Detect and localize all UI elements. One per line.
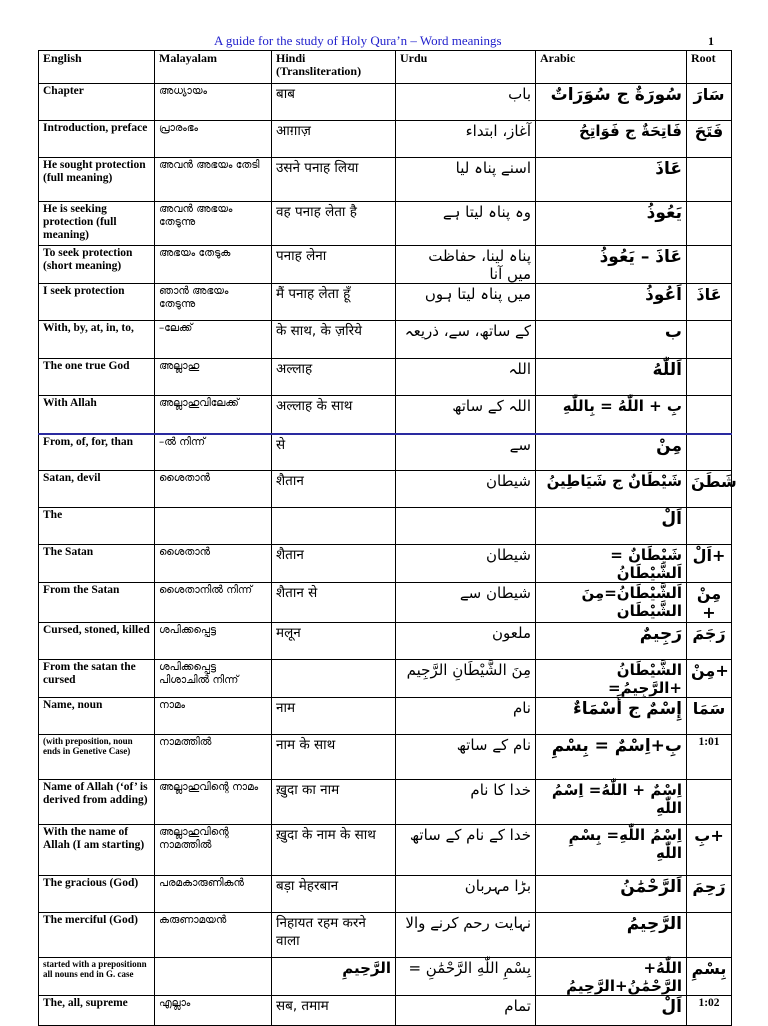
malayalam-cell: ശപിക്കപ്പെട്ട — [155, 623, 272, 660]
table-header-row — [39, 51, 732, 84]
arabic-cell: اَللّٰهُ — [536, 359, 687, 396]
column-header-urdu: Urdu — [396, 51, 536, 84]
english-cell: The — [39, 508, 155, 545]
english-cell: The one true God — [39, 359, 155, 396]
urdu-cell: نہایت رحم کرنے والا — [396, 913, 536, 958]
malayalam-cell: ഞാൻ അഭയം തേടുന്നു — [155, 284, 272, 321]
table-row — [39, 359, 732, 396]
arabic-cell: سُورَةٌ ج سُوَرَاتٌ — [536, 84, 687, 121]
english-cell: To seek protection (short meaning) — [39, 246, 155, 284]
malayalam-cell: അഭയം തേടുക — [155, 246, 272, 284]
root-cell — [687, 434, 732, 471]
malayalam-cell: അധ്യായം — [155, 84, 272, 121]
urdu-cell: خدا کے نام کے ساتھ — [396, 825, 536, 876]
malayalam-cell — [155, 958, 272, 996]
urdu-cell: نام کے ساتھ — [396, 735, 536, 780]
malayalam-cell: അല്ലാഹുവിന്റെ നാമത്തിൽ — [155, 825, 272, 876]
english-cell: From the Satan — [39, 583, 155, 623]
table-row — [39, 246, 732, 284]
english-cell: From the satan the cursed — [39, 660, 155, 698]
root-cell: مِنْ+ — [687, 660, 732, 698]
arabic-cell: اَلْ — [536, 508, 687, 545]
urdu-cell: شیطان سے — [396, 583, 536, 623]
table-row — [39, 583, 732, 623]
root-cell: عَاذَ — [687, 284, 732, 321]
arabic-cell: إِسْمٌ ج أَسْمَاءٌ — [536, 698, 687, 735]
root-cell — [687, 508, 732, 545]
malayalam-cell: അല്ലാഹുവിന്റെ നാമം — [155, 780, 272, 825]
hindi-cell: ख़ुदा का नाम — [272, 780, 396, 825]
english-cell: With, by, at, in, to, — [39, 321, 155, 359]
malayalam-cell: അല്ലാഹു — [155, 359, 272, 396]
malayalam-cell — [155, 508, 272, 545]
arabic-cell: يَعُوذُ — [536, 202, 687, 246]
hindi-cell: से — [272, 434, 396, 471]
hindi-cell — [272, 660, 396, 698]
urdu-cell: میں پناہ لیتا ہوں — [396, 284, 536, 321]
hindi-cell: बाब — [272, 84, 396, 121]
document-title: A guide for the study of Holy Qura’n – Word meanings — [214, 33, 502, 48]
hindi-cell: ख़ुदा के नाम के साथ — [272, 825, 396, 876]
vocabulary-table — [38, 50, 737, 1026]
urdu-cell: اللہ — [396, 359, 536, 396]
arabic-cell: بِ+اِسْمٌ = بِسْمِ — [536, 735, 687, 780]
english-cell: started with a prepositionn all nouns end in G. case — [39, 958, 155, 996]
arabic-cell: ب — [536, 321, 687, 359]
urdu-cell: کے ساتھ، سے، ذریعہ — [396, 321, 536, 359]
root-cell: فَتَحَ — [687, 121, 732, 158]
root-cell — [687, 359, 732, 396]
arabic-cell: اَلشَّيْطَانُ=مِنَ الشَّيْطَان — [536, 583, 687, 623]
arabic-cell: عَاذَ – يَعُوذُ — [536, 246, 687, 284]
malayalam-cell: –ലേക്ക് — [155, 321, 272, 359]
table-row — [39, 321, 732, 359]
urdu-cell: بڑا مہربان — [396, 876, 536, 913]
arabic-cell: شَيْطَانٌ ج شَيَاطِينُ — [536, 471, 687, 508]
hindi-cell: नाम — [272, 698, 396, 735]
table-row — [39, 660, 732, 698]
column-header-root: Root — [687, 51, 732, 84]
arabic-cell: رَجِيمٌ — [536, 623, 687, 660]
root-cell — [687, 202, 732, 246]
column-header-malayalam: Malayalam — [155, 51, 272, 84]
arabic-cell: اَلرَّحْمَٰنُ — [536, 876, 687, 913]
hindi-cell: मलून — [272, 623, 396, 660]
malayalam-cell: –ൽ നിന്ന് — [155, 434, 272, 471]
urdu-cell: شیطان — [396, 471, 536, 508]
hindi-cell: शैतान — [272, 545, 396, 583]
hindi-cell: الرَّحِيمِ — [272, 958, 396, 996]
table-row — [39, 876, 732, 913]
table-row — [39, 471, 732, 508]
arabic-cell: اَعُوذُ — [536, 284, 687, 321]
hindi-cell — [272, 508, 396, 545]
root-cell: رَحِمَ — [687, 876, 732, 913]
hindi-cell: शैतान — [272, 471, 396, 508]
root-cell — [687, 913, 732, 958]
root-cell: شَطَنَ — [687, 471, 732, 508]
hindi-cell: नाम के साथ — [272, 735, 396, 780]
malayalam-cell: അവൻ അഭയം തേടി — [155, 158, 272, 202]
urdu-cell: سے — [396, 434, 536, 471]
urdu-cell: مِنَ الشَّيْطَانِ الرَّجِيم — [396, 660, 536, 698]
root-cell — [687, 780, 732, 825]
table-row — [39, 735, 732, 780]
arabic-cell: اِسْمُ اللّٰهِ= بِسْمِ اللّٰهِ — [536, 825, 687, 876]
english-cell: From, of, for, than — [39, 434, 155, 471]
arabic-cell: الشَّيْطَانُ +الرَّجِيمُ= — [536, 660, 687, 698]
malayalam-cell: ശൈതാനിൽ നിന്ന് — [155, 583, 272, 623]
english-cell: (with preposition, noun ends in Genetive Case) — [39, 735, 155, 780]
english-cell: Cursed, stoned, killed — [39, 623, 155, 660]
table-row — [39, 396, 732, 434]
malayalam-cell: ശൈതാൻ — [155, 545, 272, 583]
malayalam-cell: അവൻ അഭയം തേടുന്നു — [155, 202, 272, 246]
root-cell — [687, 158, 732, 202]
malayalam-cell: പ്രാരംഭം — [155, 121, 272, 158]
english-cell: He is seeking protection (full meaning) — [39, 202, 155, 246]
table-row — [39, 698, 732, 735]
page-number: 1 — [708, 34, 714, 48]
root-cell — [687, 396, 732, 434]
english-cell: The, all, supreme — [39, 996, 155, 1026]
malayalam-cell: നാമം — [155, 698, 272, 735]
urdu-cell: اسنے پناہ لیا — [396, 158, 536, 202]
arabic-cell: عَاذَ — [536, 158, 687, 202]
english-cell: Chapter — [39, 84, 155, 121]
hindi-cell: सब, तमाम — [272, 996, 396, 1026]
urdu-cell: وہ پناہ لیتا ہے — [396, 202, 536, 246]
english-cell: The Satan — [39, 545, 155, 583]
root-cell: بِسْمِ — [687, 958, 732, 996]
table-row — [39, 284, 732, 321]
column-header-english: English — [39, 51, 155, 84]
hindi-cell: निहायत रहम करने वाला — [272, 913, 396, 958]
root-cell: بِ+ — [687, 825, 732, 876]
arabic-cell: مِنْ — [536, 434, 687, 471]
malayalam-cell: ശൈതാൻ — [155, 471, 272, 508]
english-cell: Introduction, preface — [39, 121, 155, 158]
column-header-hindi: Hindi (Transliteration) — [272, 51, 396, 84]
urdu-cell: اللہ کے ساتھ — [396, 396, 536, 434]
urdu-cell: آغاز، ابتداء — [396, 121, 536, 158]
table-row — [39, 913, 732, 958]
hindi-cell: वह पनाह लेता है — [272, 202, 396, 246]
arabic-cell: فَاتِحَةٌ ج فَوَاتِحُ — [536, 121, 687, 158]
arabic-cell: اِسْمٌ + اللّٰهُ= اِسْمُ اللّٰهِ — [536, 780, 687, 825]
english-cell: With Allah — [39, 396, 155, 434]
urdu-cell: پناہ لینا، حفاظت میں آنا — [396, 246, 536, 284]
table-row — [39, 434, 732, 471]
arabic-cell: بِ + اللّٰهُ = بِاللّٰهِ — [536, 396, 687, 434]
root-cell: 1:01 — [687, 735, 732, 780]
urdu-cell: ملعون — [396, 623, 536, 660]
column-header-arabic: Arabic — [536, 51, 687, 84]
hindi-cell: आग़ाज़ — [272, 121, 396, 158]
urdu-cell: خدا کا نام — [396, 780, 536, 825]
root-cell: سَارَ — [687, 84, 732, 121]
english-cell: Name, noun — [39, 698, 155, 735]
page-header — [0, 33, 768, 49]
malayalam-cell: ശപിക്കപ്പെട്ട പിശാചിൽ നിന്ന് — [155, 660, 272, 698]
malayalam-cell: നാമത്തിൽ — [155, 735, 272, 780]
table-row — [39, 158, 732, 202]
english-cell: The gracious (God) — [39, 876, 155, 913]
malayalam-cell: കരുണാമയൻ — [155, 913, 272, 958]
table-row — [39, 545, 732, 583]
english-cell: Name of Allah (‘of’ is derived from adding) — [39, 780, 155, 825]
table-row — [39, 508, 732, 545]
hindi-cell: उसने पनाह लिया — [272, 158, 396, 202]
hindi-cell: मैं पनाह लेता हूँ — [272, 284, 396, 321]
english-cell: He sought protection (full meaning) — [39, 158, 155, 202]
table-row — [39, 202, 732, 246]
table-row — [39, 825, 732, 876]
hindi-cell: अल्लाह — [272, 359, 396, 396]
arabic-cell: شَيْطَانٌ = اَلشَّيْطَانُ — [536, 545, 687, 583]
english-cell: The merciful (God) — [39, 913, 155, 958]
urdu-cell: بِسْمِ اللّٰهِ الرَّحْمَٰنِ = — [396, 958, 536, 996]
english-cell: I seek protection — [39, 284, 155, 321]
urdu-cell: شیطان — [396, 545, 536, 583]
hindi-cell: पनाह लेना — [272, 246, 396, 284]
malayalam-cell: പരമകാരുണികൻ — [155, 876, 272, 913]
root-cell — [687, 246, 732, 284]
table-row — [39, 996, 732, 1026]
arabic-cell: الرَّحِيمُ — [536, 913, 687, 958]
urdu-cell — [396, 508, 536, 545]
urdu-cell: تمام — [396, 996, 536, 1026]
table-row — [39, 958, 732, 996]
root-cell: رَجَمَ — [687, 623, 732, 660]
root-cell: سَمَا — [687, 698, 732, 735]
hindi-cell: अल्लाह के साथ — [272, 396, 396, 434]
hindi-cell: बड़ा मेहरबान — [272, 876, 396, 913]
english-cell: With the name of Allah (I am starting) — [39, 825, 155, 876]
malayalam-cell: അല്ലാഹുവിലേക്ക് — [155, 396, 272, 434]
root-cell: اَلْ+ — [687, 545, 732, 583]
root-cell: 1:02 — [687, 996, 732, 1026]
arabic-cell: اللّٰهُ+ الرَّحْمَٰنُ+الرَّحِيمُ — [536, 958, 687, 996]
arabic-cell: اَلْ — [536, 996, 687, 1026]
table-row — [39, 121, 732, 158]
root-cell — [687, 321, 732, 359]
table-row — [39, 84, 732, 121]
table-row — [39, 780, 732, 825]
english-cell: Satan, devil — [39, 471, 155, 508]
hindi-cell: शैतान से — [272, 583, 396, 623]
root-cell: مِنْ + — [687, 583, 732, 623]
table-body — [39, 84, 737, 1026]
urdu-cell: باب — [396, 84, 536, 121]
hindi-cell: के साथ, के ज़रिये — [272, 321, 396, 359]
urdu-cell: نام — [396, 698, 536, 735]
table-row — [39, 623, 732, 660]
malayalam-cell: എല്ലാം — [155, 996, 272, 1026]
